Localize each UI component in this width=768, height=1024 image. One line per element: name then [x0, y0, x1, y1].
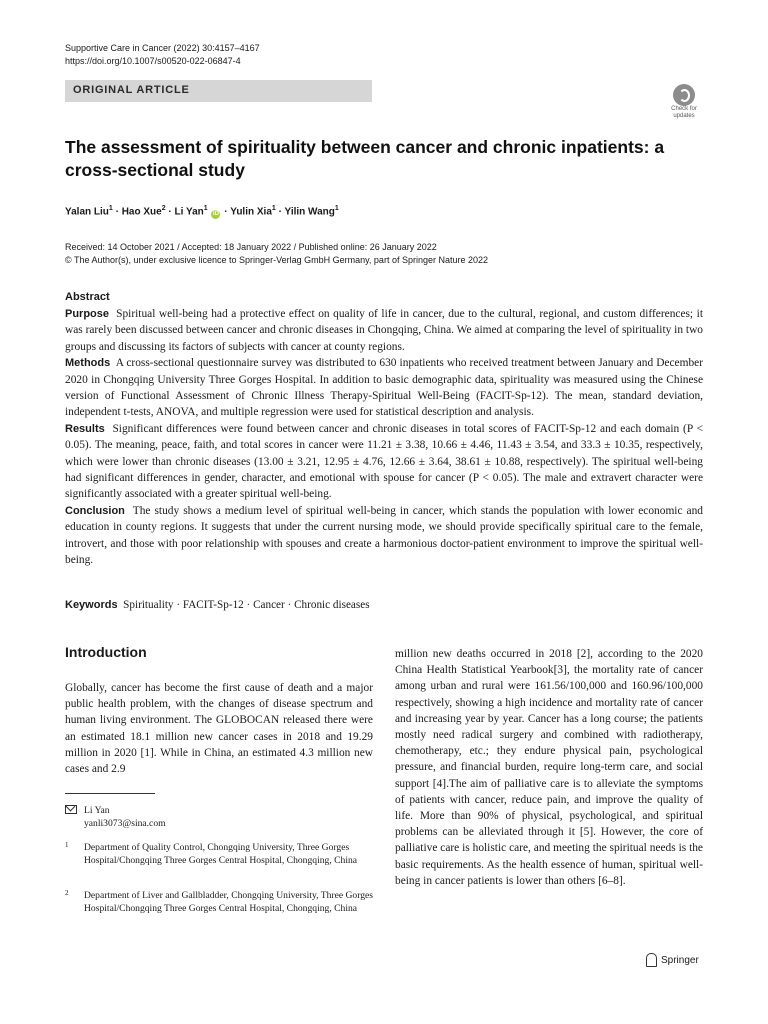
copyright-notice: © The Author(s), under exclusive licence to Springer-Verlag GmbH Germany, part of Springer Nature 2022: [65, 255, 488, 265]
purpose-label: Purpose: [65, 308, 110, 320]
author-name[interactable]: Hao Xue: [121, 206, 162, 218]
author-name[interactable]: Li Yan: [174, 206, 204, 218]
footnote-divider: [65, 793, 155, 794]
publisher-name: Springer: [661, 954, 699, 966]
purpose-text: Spiritual well-being had a protective effect on quality of life in cancer, due to the cultural, regional, and custom differences; it was rarely been discussed between cancer and chronic diseases in Chongqing, China. We aimed at comparing the level of spirituality in two groups and discussing its factors of subjects with cancer at county regions.: [65, 308, 703, 353]
author-affiliation: 1: [271, 205, 276, 212]
article-title: The assessment of spirituality between cancer and chronic inpatients: a cross-sectional study: [65, 137, 665, 180]
article-type-bar: [65, 80, 372, 102]
abstract-methods: [65, 355, 703, 421]
methods-label: Methods: [65, 357, 111, 370]
author-name[interactable]: Yulin Xia: [230, 206, 272, 218]
author-affiliation: 1: [334, 205, 339, 212]
check-for-updates-badge[interactable]: [664, 84, 704, 124]
corresponding-name: Li Yan: [84, 805, 110, 816]
envelope-icon: [65, 805, 77, 814]
affiliation-2: Department of Liver and Gallbladder, Chongqing University, Three Gorges Hospital/Chongqing Three Gorges Central Hospital, Chongqing, China: [84, 890, 374, 914]
abstract-conclusion: [65, 503, 703, 569]
introduction-paragraph: million new deaths occurred in 2018 [2], according to the 2020 China Health Statistical Yearbook[3], the mortality rate of cancer among urban and rural were 161.56/100,000 and 160.96/100,000 respectively, showing a high incidence and mortality rate of cancer and increasing year by year. Cancer has a long course; the patients mostly need radical surgery and combined with radiotherapy, chemotherapy, etc.; they endure physical pain, psychological pressure, and financial burden, require long-term care, and social support [4].The aim of palliative care is to alleviate the symptoms of patients with cancer, reduce pain, and improve the quality of life. More than 90% of physical, psychological, and spiritual problems can be alleviated through it [5]. However, the core of palliative care is holistic care, and meeting the spiritual needs is the basic requirements. As the health essence of human, spiritual well-being in cancer patients is lower than others [6–8].: [395, 648, 703, 887]
check-updates-icon: [673, 84, 695, 106]
author-name[interactable]: Yalan Liu: [65, 206, 109, 218]
introduction-left-column: [65, 680, 373, 777]
orcid-icon[interactable]: iD: [212, 211, 219, 218]
doi-link[interactable]: https://doi.org/10.1007/s00520-022-06847-4: [65, 56, 241, 66]
keywords-label: Keywords: [65, 599, 118, 611]
abstract-results: [65, 421, 703, 503]
abstract-purpose: [65, 306, 703, 355]
introduction-heading: Introduction: [65, 644, 147, 660]
author-affiliation: 1: [203, 205, 208, 212]
affiliation-1: Department of Quality Control, Chongqing University, Three Gorges Hospital/Chongqing Three Gorges Central Hospital, Chongqing, China: [84, 842, 358, 866]
article-type-label: ORIGINAL ARTICLE: [73, 84, 190, 96]
corresponding-author: [84, 804, 166, 830]
keywords-text: Spirituality · FACIT-Sp-12 · Cancer · Chronic diseases: [123, 599, 370, 611]
conclusion-text: The study shows a medium level of spiritual well-being in cancer, which stands the population with lower economic and education in county regions. It suggests that under the current nursing mode, we should provide specifically spiritual care to the female, introvert, and those with poor relationship with spouses and create a harmonious doctor-patient environment to improve the spiritual well-being.: [65, 504, 703, 567]
results-label: Results: [65, 422, 105, 435]
conclusion-label: Conclusion: [65, 504, 125, 517]
author-affiliation: 1: [108, 205, 113, 212]
springer-horse-icon: [646, 953, 657, 967]
abstract-body: [65, 306, 703, 569]
abstract-heading: Abstract: [65, 291, 110, 303]
check-updates-label: Check for updates: [671, 106, 697, 119]
keywords: [65, 599, 370, 611]
author-affiliation: 2: [161, 205, 166, 212]
author-list: Yalan Liu$^1$ · Hao Xue$^2$ · Li Yan$^1$ iD · Yulin Xia$^1$ · Yilin Wang$^1$: [65, 205, 339, 218]
author-name[interactable]: Yilin Wang: [284, 206, 335, 218]
corresponding-email[interactable]: yanli3073@sina.com: [84, 818, 166, 829]
results-text: Significant differences were found between cancer and chronic diseases in total scores of FACIT-Sp-12 and each domain (P < 0.05). The meaning, peace, faith, and total scores in cancer were 11.21 ± 3.38, 10.66 ± 4.46, 11.43 ± 3.54, and 33.3 ± 10.35, respectively, which were lower than chronic diseases (13.00 ± 3.21, 12.95 ± 4.76, 12.66 ± 3.64, 38.61 ± 10.88, respectively). The spiritual well-being had significant differences in gender, character, and emotional with spouse for cancer (P < 0.05). The male and extravert character were significantly associated with a greater spiritual well-being.: [65, 422, 704, 501]
journal-citation: Supportive Care in Cancer (2022) 30:4157–4167: [65, 43, 260, 53]
affiliation-number: 1: [65, 841, 69, 849]
methods-text: A cross-sectional questionnaire survey was distributed to 630 inpatients who received treatment between January and December 2020 in Chongqing University Three Gorges Hospital. In addition to basic demographic data, spirituality was measured using the Chinese version of Functional Assessment of Chronic Illness Therapy-Spiritual Well-Being (FACIT-Sp-12). The mean, standard deviation, independent t-tests, ANOVA, and multiple regression were used for statistical description and analysis.: [65, 357, 703, 419]
introduction-right-column: [395, 646, 703, 889]
publication-dates: Received: 14 October 2021 / Accepted: 18 January 2022 / Published online: 26 January 2022: [65, 242, 437, 252]
affiliation-number: 2: [65, 889, 69, 897]
publisher-logo: [646, 953, 699, 967]
introduction-paragraph: Globally, cancer has become the first cause of death and a major public health problem, with the changes of disease spectrum and human living environment. The GLOBOCAN released there were an estimated 18.1 million new cancer cases in 2018 and 19.29 million in 2020 [1]. While in China, an estimated 4.3 million new cases and 2.9: [65, 682, 373, 776]
